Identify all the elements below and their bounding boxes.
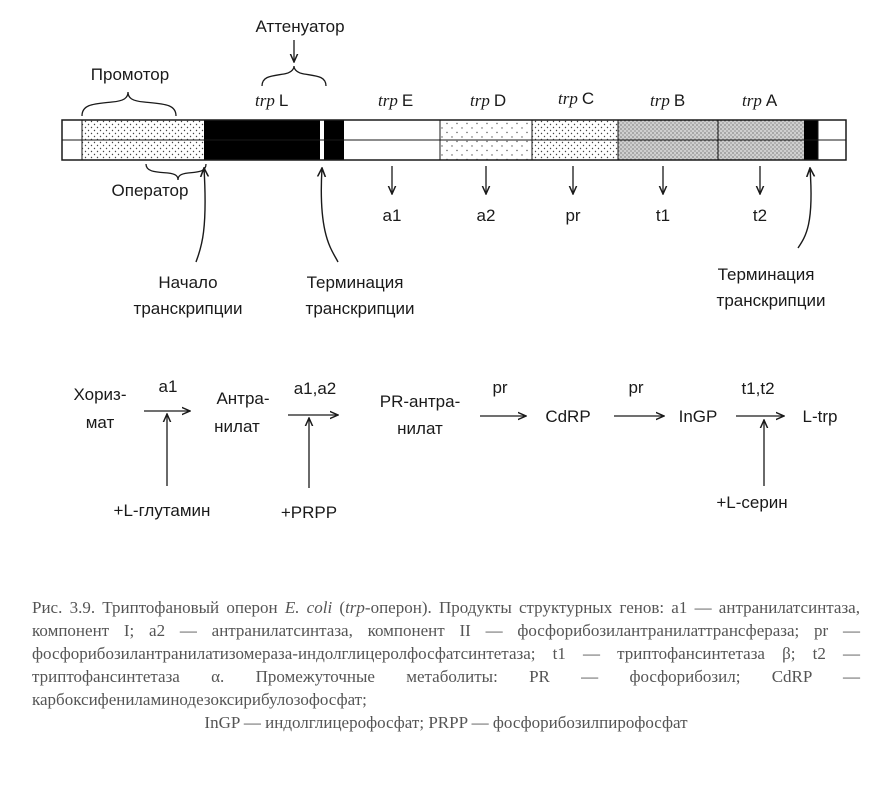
- product-label-t1: t1: [655, 206, 671, 225]
- gene-label-trpB: trp B: [650, 91, 686, 110]
- enzyme-label-4: pr: [628, 378, 644, 397]
- metabolite-pr-anthranilate-line2: нилат: [397, 419, 443, 438]
- gene-label-trpC: trp C: [558, 89, 595, 108]
- operator-brace: [146, 164, 206, 180]
- termination-1-label-line2: транскрипции: [305, 299, 415, 318]
- transcription-start-label-line2: транскрипции: [133, 299, 243, 318]
- termination-2-label-line1: Терминация: [717, 265, 815, 284]
- attenuator-label: Аттенуатор: [255, 17, 345, 36]
- enzyme-label-2: a1,a2: [293, 379, 337, 398]
- product-label-t2: t2: [752, 206, 768, 225]
- gene-label-trpE: trp E: [378, 91, 414, 110]
- product-l-trp: L-trp: [802, 407, 838, 426]
- metabolite-ingp: InGP: [678, 407, 718, 426]
- input-glutamine: +L-глутамин: [113, 501, 211, 520]
- product-label-a2: a2: [476, 206, 496, 225]
- transcription-start-label-line1: Начало: [158, 273, 218, 292]
- metabolite-pr-anthranilate-line1: PR-антра-: [379, 392, 461, 411]
- metabolite-anthranilate-line2: нилат: [214, 417, 260, 436]
- biosynthesis-pathway: [73, 377, 837, 522]
- caption-part1: Рис. 3.9. Триптофановый оперон: [32, 598, 285, 617]
- product-label-a1: a1: [382, 206, 402, 225]
- operator-label: Оператор: [111, 181, 189, 200]
- gene-label-trpD: trp D: [470, 91, 507, 110]
- figure-caption: [32, 596, 860, 734]
- input-serine: +L-серин: [716, 493, 788, 512]
- operon-map: [62, 120, 846, 160]
- product-label-pr: pr: [565, 206, 581, 225]
- enzyme-label-5: t1,t2: [741, 379, 775, 398]
- gene-label-trpA: trp A: [742, 91, 778, 110]
- caption-species: E. coli: [284, 598, 333, 617]
- enzyme-label-3: pr: [492, 378, 508, 397]
- termination-2-label-line2: транскрипции: [716, 291, 826, 310]
- termination-1-arrow: [321, 168, 338, 262]
- metabolite-chorismate-line1: Хориз-: [73, 385, 127, 404]
- metabolite-chorismate-line2: мат: [85, 413, 115, 432]
- termination-2-arrow: [798, 168, 811, 248]
- metabolite-cdrp: CdRP: [545, 407, 591, 426]
- transcription-start-arrow: [196, 168, 205, 262]
- gene-label-trpL: trp L: [255, 91, 289, 110]
- input-prpp: +PRPP: [280, 503, 338, 522]
- attenuator-brace: [262, 66, 326, 86]
- caption-last-line: InGP — индолглицерофосфат; PRPP — фосфорибозилпирофосфат: [204, 713, 688, 732]
- termination-1-label-line1: Терминация: [306, 273, 404, 292]
- promoter-brace: [82, 92, 176, 116]
- caption-part3: -оперон). Продукты структурных генов: a1 — антранилатсинтаза, компонент I; a2 — антранилатсинтаза, компонент II — фосфорибозилантранилаттрансфераза; pr — фосфорибозилантранилатизомераза-индолглицеролфосфатсинтетаза; t1 — триптофансинтетаза β; t2 — триптофансинтетаза α. Промежуточные метаболиты: PR — фосфорибозил; CdRP — карбоксифениламинодезоксирибулозофосфат;: [32, 598, 860, 709]
- promoter-label: Промотор: [90, 65, 170, 84]
- caption-part2: (: [332, 598, 346, 617]
- enzyme-label-1: a1: [158, 377, 178, 396]
- metabolite-anthranilate-line1: Антра-: [216, 389, 270, 408]
- caption-trp: trp: [345, 598, 365, 617]
